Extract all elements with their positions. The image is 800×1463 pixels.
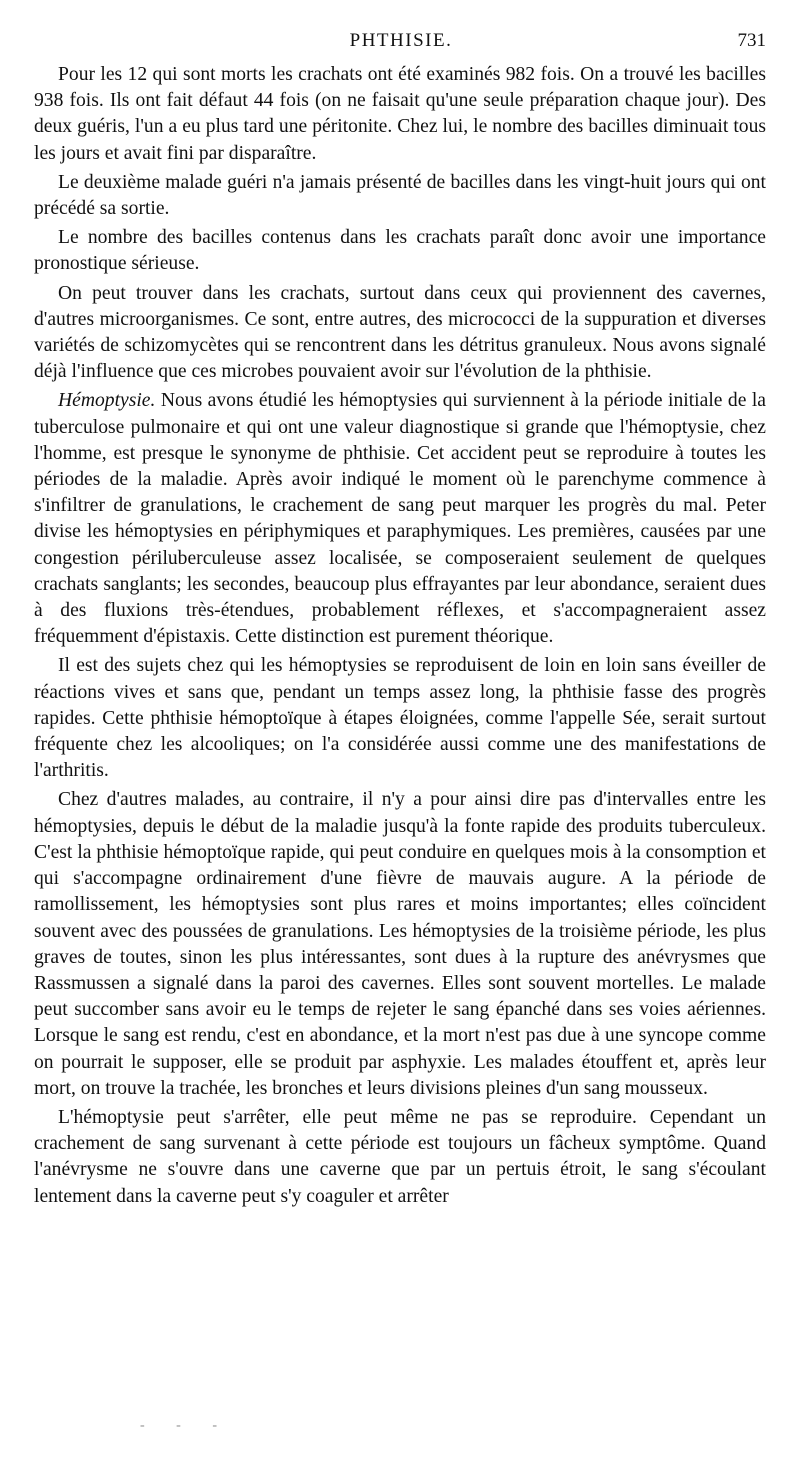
paragraph	[34, 281, 766, 386]
section-lead: Hémoptysie.	[58, 390, 156, 412]
paragraph-text: Il est des sujets chez qui les hémoptysies se reproduisent de loin en loin sans éveiller de réactions vives et sans que, pendant un temps assez long, la phthisie fasse des progrès rapides. Cette phthisie hémoptoïque à étapes éloignées, comme l'appelle Sée, serait surtout fréquente chez les alcooliques; on l'a considérée aussi comme une des manifestations de l'arthritis.	[34, 655, 766, 782]
paragraph-text: Le nombre des bacilles contenus dans les crachats paraît donc avoir une importance pronostique sérieuse.	[34, 227, 766, 275]
paragraph-text: On peut trouver dans les crachats, surtout dans ceux qui proviennent des cavernes, d'autres microorganismes. Ce sont, entre autres, des micrococci de la suppuration et diverses variétés de schizomycètes qui se rencontrent dans les détritus granuleux. Nous avons signalé déjà l'influence que ces microbes pouvaient avoir sur l'évolution de la phthisie.	[34, 282, 766, 383]
paragraph-text: Nous avons étudié les hémoptysies qui surviennent à la période initiale de la tuberculose pulmonaire et qui ont une valeur diagnostique si grande que l'hémoptysie, chez l'homme, est presque le synonyme de phthisie. Cet accident peut se reproduire à toutes les périodes de la maladie. Après avoir indiqué le moment où le parenchyme commence à s'infiltrer de granulations, le crachement de sang peut marquer les progrès du mal. Peter divise les hémoptysies en périphymiques et paraphymiques. Les premières, causées par une congestion périluberculeuse assez localisée, se composeraient seulement de quelques crachats sanglants; les secondes, beaucoup plus effrayantes par leur abondance, seraient dues à des fluxions très-étendues, probablement réflexes, et s'accompagneraient assez fréquemment d'épistaxis. Cette distinction est purement théorique.	[34, 390, 766, 648]
paragraph	[34, 787, 766, 1101]
paragraph	[34, 1105, 766, 1210]
paragraph-text: Chez d'autres malades, au contraire, il n'y a pour ainsi dire pas d'intervalles entre les hémoptysies, depuis le début de la maladie jusqu'à la fonte rapide des produits tuberculeux. C'est la phthisie hémoptoïque rapide, qui peut conduire en quelques mois à la consomption et qui s'accompagne ordinairement d'une fièvre de mauvais augure. A la période de ramollissement, les hémoptysies sont plus rares et moins importantes; elles coïncident souvent avec des poussées de granulations. Les hémoptysies de la troisième période, les plus graves de toutes, sinon les plus intéressantes, sont dues à la rupture des anévrysmes que Rassmussen a signalé dans la paroi des cavernes. Elles sont souvent mortelles. Le malade peut succomber sans avoir eu le temps de rejeter le sang épanché dans ses voies aériennes. Lorsque le sang est rendu, c'est en abondance, et la mort n'est pas due à une syncope comme on pourrait le supposer, elle se produit par asphyxie. Les malades étouffent et, après leur mort, on trouve la trachée, les bronches et leurs divisions pleines d'un sang mousseux.	[34, 789, 766, 1099]
paragraph	[34, 62, 766, 167]
paragraph-text: L'hémoptysie peut s'arrêter, elle peut même ne pas se reproduire. Cependant un crachement de sang survenant à cette période est toujours un fâcheux symptôme. Quand l'anévrysme ne s'ouvre dans une caverne que par un pertuis étroit, le sang s'écoulant lentement dans la caverne peut s'y coaguler et arrêter	[34, 1106, 766, 1207]
paragraph	[34, 388, 766, 650]
body-text	[34, 62, 766, 1213]
footer-marks: - - -	[140, 1418, 231, 1433]
running-title: PHTHISIE.	[349, 30, 453, 51]
paragraph	[34, 225, 766, 277]
paragraph	[34, 653, 766, 784]
paragraph	[34, 170, 766, 222]
paragraph-text: Pour les 12 qui sont morts les crachats ont été examinés 982 fois. On a trouvé les bacilles 938 fois. Ils ont fait défaut 44 fois (on ne faisait qu'une seule préparation chaque jour). Des deux guéris, l'un a eu plus tard une péritonite. Chez lui, le nombre des bacilles diminuait tous les jours et avait fini par disparaître.	[34, 64, 766, 164]
paragraph-text: Le deuxième malade guéri n'a jamais présenté de bacilles dans les vingt-huit jours qui ont précédé sa sortie.	[34, 171, 766, 220]
page-header	[36, 30, 766, 58]
page-number: 731	[737, 30, 766, 51]
